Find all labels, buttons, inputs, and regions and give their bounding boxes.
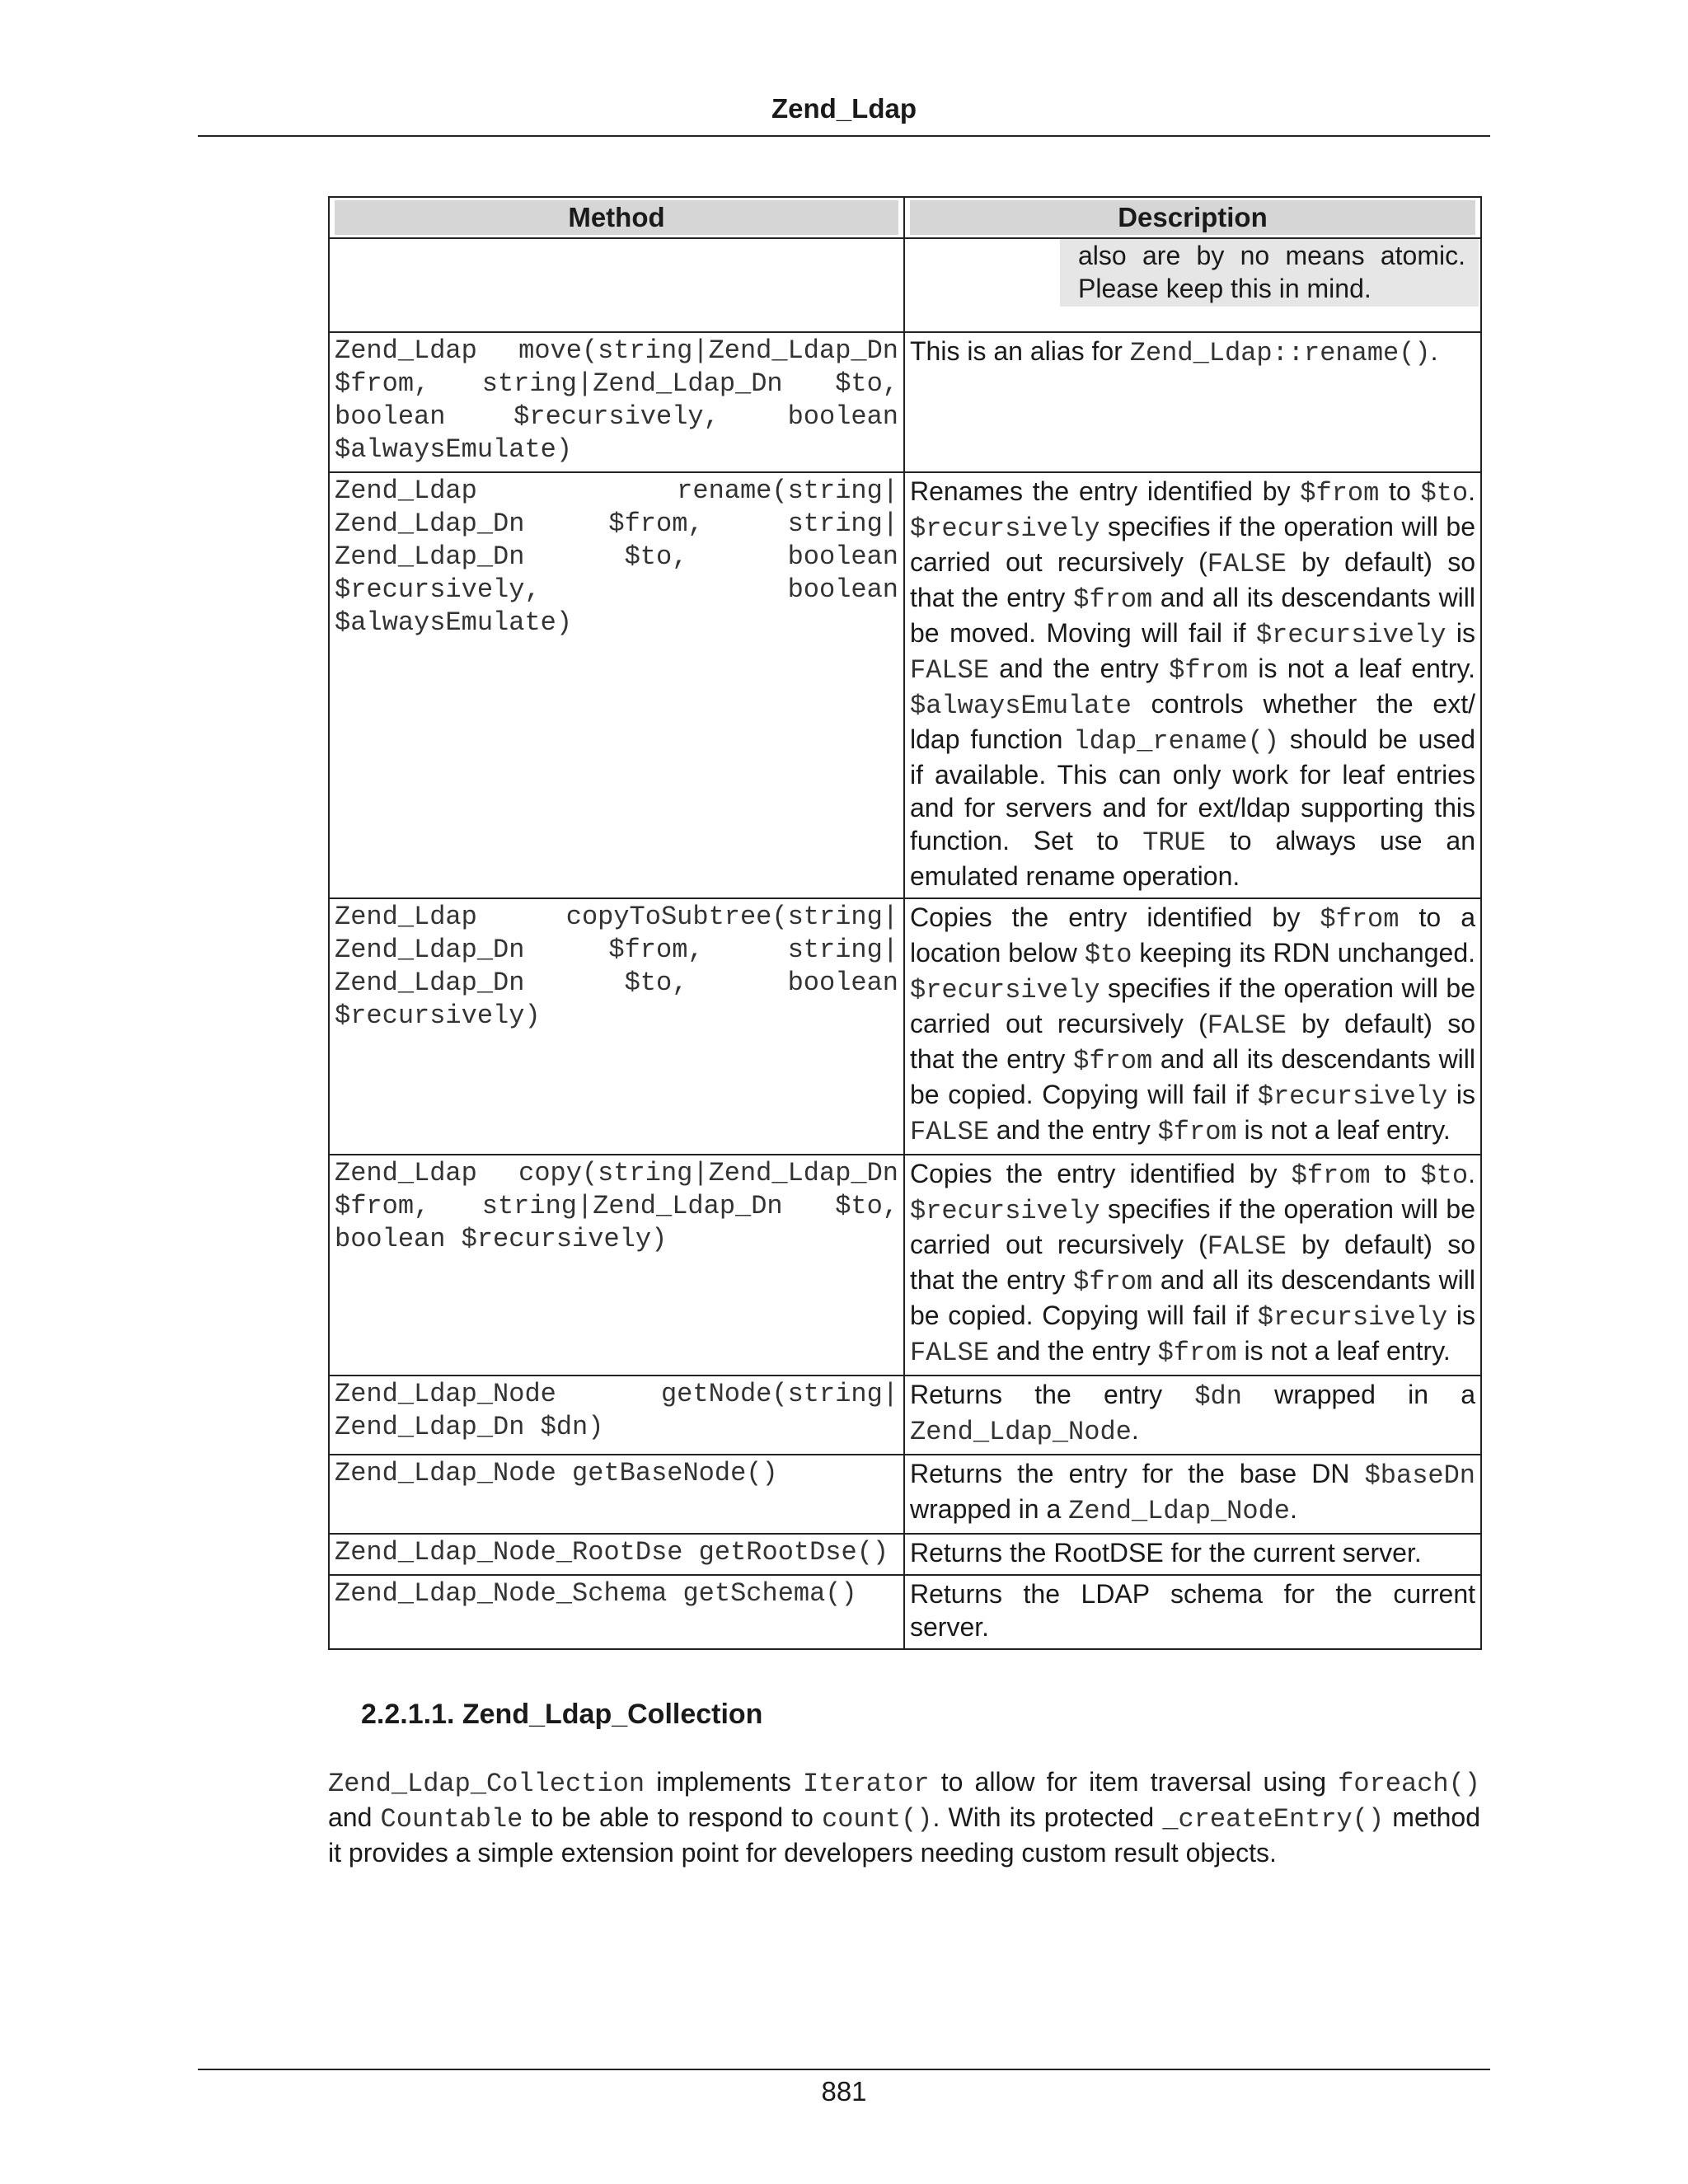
inline-code: Zend_Ldap_Collection [328,1769,645,1799]
inline-code: $to [1420,1160,1469,1191]
table-header-row [329,197,1481,238]
text-run: and the entry [989,1336,1158,1366]
text-run: method it provides a simple extension point for developers needing custom result objects. [328,1802,1481,1868]
text-run: is not a leaf entry. [1248,654,1476,683]
text-run: . [1468,1159,1476,1188]
inline-code: $baseDn [1364,1460,1475,1491]
continued-row [329,238,1481,332]
method-cell [329,238,904,332]
inline-code: Zend_Ldap_Node [1068,1496,1290,1526]
text-run: controls whether the ext/ ldap function [910,689,1475,754]
text-run: is not a leaf entry. [1236,1115,1451,1145]
inline-code: $recursively [910,513,1100,544]
inline-code: Zend_Ldap_Node [910,1417,1132,1447]
method-description [904,1155,1481,1376]
text-run: This is an alias for [910,336,1130,366]
text-run: and all its descendants will be moved. Moving will fail if [910,583,1476,648]
inline-code: $from [1157,1338,1237,1368]
description-column-header [904,197,1481,238]
inline-code: FALSE [910,655,990,686]
inline-code: _createEntry() [1162,1804,1385,1835]
text-run: to a location below [910,902,1476,968]
method-description [904,1455,1481,1534]
text-run: wrapped in a [1241,1380,1476,1409]
text-run: and [328,1802,381,1832]
text-run: is [1447,1080,1475,1109]
inline-code: Iterator [802,1769,930,1799]
inline-code: $from [1300,478,1380,509]
method-description [904,898,1481,1155]
method-description [904,1534,1481,1575]
text-run: . [1131,1415,1139,1445]
text-run: to [1370,1159,1421,1188]
text-run: Returns the RootDSE for the current server. [910,1538,1422,1568]
text-run: specifies if the operation will be carried out recursively ( [910,1194,1475,1259]
methods-table [328,196,1482,1650]
inline-code: FALSE [1207,549,1287,579]
section-heading: 2.2.1.1. Zend_Ldap_Collection [361,1699,763,1730]
table-row [329,472,1481,898]
inline-code: $from [1157,1117,1237,1147]
inline-code: FALSE [910,1338,990,1368]
inline-code: $recursively [1255,620,1447,650]
table-row [329,1155,1481,1376]
text-run: is [1446,618,1476,648]
running-header: Zend_Ldap [771,93,917,124]
method-signature: Zend_Ldap copy(string|Zend_Ldap_Dn $from, string|Zend_Ldap_Dn $to, boolean $recursively) [329,1155,904,1376]
method-header-label: Method [335,200,898,235]
text-run: Copies the entry identified by [910,902,1320,932]
method-description [904,1575,1481,1649]
inline-code: foreach() [1338,1769,1480,1799]
text-run: to always use an emulated rename operation. [910,826,1476,891]
inline-code: Zend_Ldap::rename() [1129,338,1431,368]
table-row [329,1534,1481,1575]
description-cell [904,238,1481,332]
text-run: Returns the LDAP schema for the current server. [910,1579,1475,1642]
text-run: by default) so that the entry [910,1009,1475,1074]
text-run: should be used if available. This can only work for leaf entries and for servers and for ext/ldap supporting this function. Set to [910,724,1476,855]
inline-code: $from [1320,904,1400,935]
method-column-header [329,197,904,238]
text-run: is not a leaf entry. [1236,1336,1451,1366]
inline-code: $recursively [1257,1302,1448,1333]
inline-code: $from [1169,655,1249,686]
text-run: and all its descendants will be copied. Copying will fail if [910,1265,1476,1330]
inline-code: FALSE [1207,1231,1287,1262]
text-run: by default) so that the entry [910,1230,1475,1295]
text-run: specifies if the operation will be carried out recursively ( [910,973,1475,1038]
text-run: implements [645,1767,803,1797]
text-run: and the entry [989,1115,1158,1145]
inline-code: FALSE [1207,1010,1287,1041]
text-run: Returns the entry [910,1380,1195,1409]
text-run: and the entry [989,654,1170,683]
table-row [329,332,1481,472]
text-run: is [1447,1301,1475,1330]
inline-code: $recursively [910,1196,1100,1226]
footer-rule [198,2069,1490,2070]
text-run: to be able to respond to [523,1802,823,1832]
inline-code: TRUE [1142,827,1206,858]
method-description [904,472,1481,898]
description-header-label: Description [910,200,1475,235]
method-description [904,1376,1481,1455]
text-run: . [1289,1494,1297,1524]
method-signature: Zend_Ldap_Node getBaseNode() [329,1455,904,1534]
table-row [329,898,1481,1155]
inline-code: ldap_rename() [1073,726,1280,757]
inline-code: $from [1073,1267,1153,1297]
inline-code: $recursively [910,975,1100,1005]
note-box: also are by no means atomic. Please keep this in mind. [1060,239,1479,307]
table-row [329,1376,1481,1455]
method-signature: Zend_Ldap rename(string| Zend_Ldap_Dn $from, string| Zend_Ldap_Dn $to, boolean $recursively, boolean $alwaysEmulate) [329,472,904,898]
inline-code: $to [1084,940,1132,970]
text-run: to [1379,476,1421,506]
page-number: 881 [821,2076,867,2107]
text-run: by default) so that the entry [910,547,1475,612]
method-description [904,332,1481,472]
inline-code: Countable [380,1804,523,1835]
text-run: and all its descendants will be copied. Copying will fail if [910,1044,1476,1109]
method-signature: Zend_Ldap copyToSubtree(string| Zend_Ldap_Dn $from, string| Zend_Ldap_Dn $to, boolean $recursively) [329,898,904,1155]
inline-code: $alwaysEmulate [910,691,1132,721]
table-row [329,1455,1481,1534]
text-run: . With its protected [932,1802,1163,1832]
text-run: keeping its RDN unchanged. [1132,938,1476,968]
method-signature: Zend_Ldap_Node_Schema getSchema() [329,1575,904,1649]
inline-code: $from [1073,1046,1153,1076]
inline-code: $dn [1194,1381,1242,1412]
text-run: Returns the entry for the base DN [910,1459,1365,1488]
text-run: to allow for item traversal using [929,1767,1339,1797]
section-paragraph [328,1765,1480,1869]
inline-code: $recursively [1257,1081,1448,1112]
method-signature: Zend_Ldap_Node getNode(string| Zend_Ldap_Dn $dn) [329,1376,904,1455]
text-run: . [1430,336,1438,366]
text-run: wrapped in a [910,1494,1069,1524]
method-signature: Zend_Ldap_Node_RootDse getRootDse() [329,1534,904,1575]
text-run: specifies if the operation will be carried out recursively ( [910,512,1475,577]
text-run: Renames the entry identified by [910,476,1301,506]
method-signature: Zend_Ldap move(string|Zend_Ldap_Dn $from, string|Zend_Ldap_Dn $to, boolean $recursively, boolean $alwaysEmulate) [329,332,904,472]
inline-code: count() [822,1804,933,1835]
header-rule [198,135,1490,137]
text-run: . [1468,476,1476,506]
inline-code: $from [1291,1160,1371,1191]
inline-code: $to [1420,478,1469,509]
text-run: Copies the entry identified by [910,1159,1292,1188]
table-row [329,1575,1481,1649]
inline-code: $from [1073,584,1153,615]
inline-code: FALSE [910,1117,990,1147]
